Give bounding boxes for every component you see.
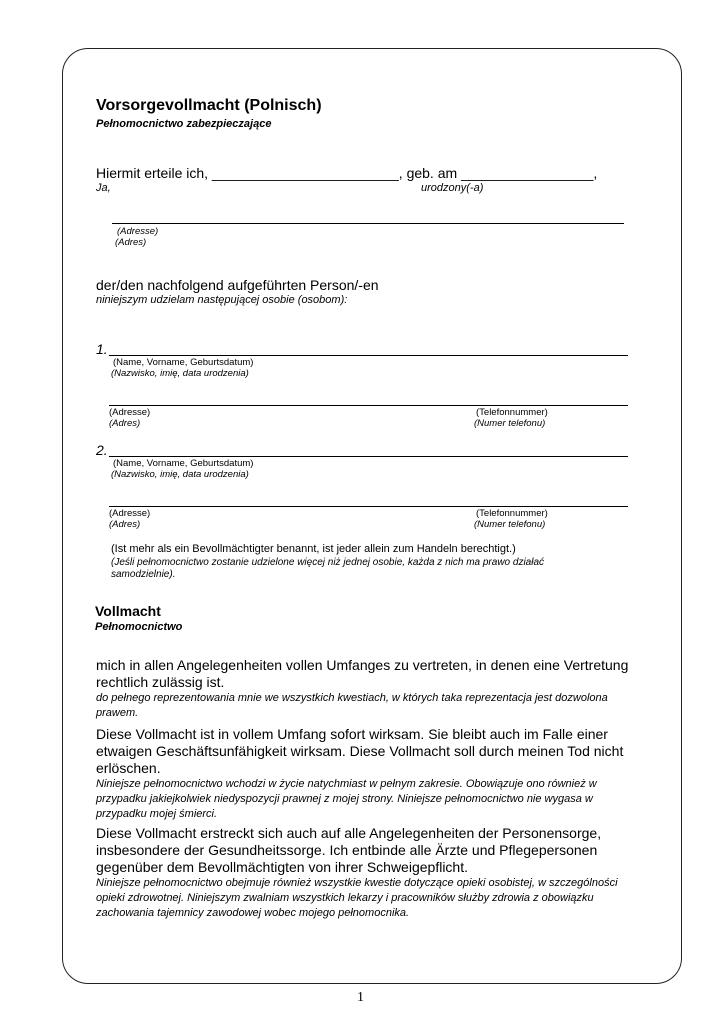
multiple-note-de: (Ist mehr als ein Bevollmächtigter benannt, ist jeder allein zum Handeln berechtigt.) — [111, 543, 516, 555]
person-1-name-label-de: (Name, Vorname, Geburtsdatum) — [113, 357, 254, 368]
clause-effectiveness-de: Diese Vollmacht ist in vollem Umfang sofort wirksam. Sie bleibt auch im Falle einer etwaigen Geschäftsunfähigkeit wirksam. Diese Vollmacht soll durch meinen Tod nicht erlöschen. — [96, 726, 624, 776]
person-1-name-field[interactable] — [109, 355, 628, 356]
persons-heading-pl: niniejszym udzielam następującej osobie (osobom): — [96, 294, 348, 306]
clause-personal-care-pl: Niniejsze pełnomocnictwo obejmuje również wszystkie kwestie dotyczące opieki osobistej, w szczególności opieki zdrowotnej. Niniejszym zwalniam wszystkich lekarzy i pracowników służby zdrowia z obowiązku zachowania tajemnicy zawodowej wobec mojego pełnomocnika. — [96, 877, 618, 919]
clause-representation-pl: do pełnego reprezentowania mnie we wszystkich kwestiach, w których taka reprezentacja jest dozwolona prawem. — [96, 692, 608, 719]
multiple-note-pl-line2: samodzielnie). — [111, 569, 176, 580]
grant-ja-label: Ja, — [96, 182, 111, 194]
person-2-name-label-pl: (Nazwisko, imię, data urodzenia) — [111, 469, 249, 480]
person-1-phone-label-pl: (Numer telefonu) — [474, 418, 546, 429]
person-2-phone-label-pl: (Numer telefonu) — [474, 519, 546, 530]
clause-personal-care — [96, 825, 636, 921]
person-2-name-field[interactable] — [109, 456, 628, 457]
clause-representation-de: mich in allen Angelegenheiten vollen Umfanges zu vertreten, in denen eine Vertretung rechtlich zulässig ist. — [96, 657, 629, 690]
grantor-address-field[interactable] — [112, 223, 624, 224]
grant-prefix: Hiermit erteile ich, — [96, 165, 209, 181]
person-1-address-field[interactable] — [109, 405, 628, 406]
grantor-address-label-de: (Adresse) — [117, 226, 159, 237]
grantor-address-label-pl: (Adres) — [115, 237, 147, 248]
person-2-name-label-de: (Name, Vorname, Geburtsdatum) — [113, 458, 254, 469]
clause-effectiveness — [96, 726, 636, 822]
person-2-phone-label-de: (Telefonnummer) — [476, 508, 548, 519]
person-2-address-field[interactable] — [109, 506, 628, 507]
clause-representation — [96, 657, 636, 721]
person-2-address-label-de: (Adresse) — [109, 508, 151, 519]
person-1-address-label-pl: (Adres) — [109, 418, 141, 429]
person-1-name-label-pl: (Nazwisko, imię, data urodzenia) — [111, 368, 249, 379]
born-label: , geb. am — [398, 165, 458, 181]
grant-urodzony-label: urodzony(-a) — [421, 182, 484, 194]
multiple-note-pl-line1: (Jeśli pełnomocnictwo zostanie udzielone więcej niż jednej osobie, każda z nich ma prawo działać — [111, 557, 545, 568]
person-2-address-label-pl: (Adres) — [109, 519, 141, 530]
birthdate-field[interactable]: _________________, — [461, 165, 598, 181]
person-1-phone-label-de: (Telefonnummer) — [476, 407, 548, 418]
person-2-number: 2. — [96, 442, 108, 458]
document-subtitle: Pełnomocnictwo zabezpieczające — [96, 118, 272, 130]
vollmacht-heading-pl: Pełnomocnictwo — [95, 621, 183, 633]
person-1-address-label-de: (Adresse) — [109, 407, 151, 418]
page-number: 1 — [357, 990, 364, 1005]
grantor-name-field[interactable]: ________________________ — [211, 165, 399, 181]
grant-line — [96, 165, 597, 181]
clause-effectiveness-pl: Niniejsze pełnomocnictwo wchodzi w życie natychmiast w pełnym zakresie. Obowiązuje ono również w przypadku jakiejkolwiek niedyspozycji prawnej z mojej strony. Niniejsze pełnomocnictwo nie wygasa w przypadku mojej śmierci. — [96, 778, 597, 820]
document-title: Vorsorgevollmacht (Polnisch) — [96, 97, 322, 114]
person-1-number: 1. — [96, 341, 108, 357]
persons-heading-de: der/den nachfolgend aufgeführten Person/-en — [96, 277, 379, 293]
clause-personal-care-de: Diese Vollmacht erstreckt sich auch auf alle Angelegenheiten der Personensorge, insbesondere der Gesundheitssorge. Ich entbinde alle Ärzte und Pflegepersonen gegenüber dem Bevollmächtigten von ihrer Schweigepflicht. — [96, 825, 602, 875]
vollmacht-heading-de: Vollmacht — [95, 603, 161, 619]
